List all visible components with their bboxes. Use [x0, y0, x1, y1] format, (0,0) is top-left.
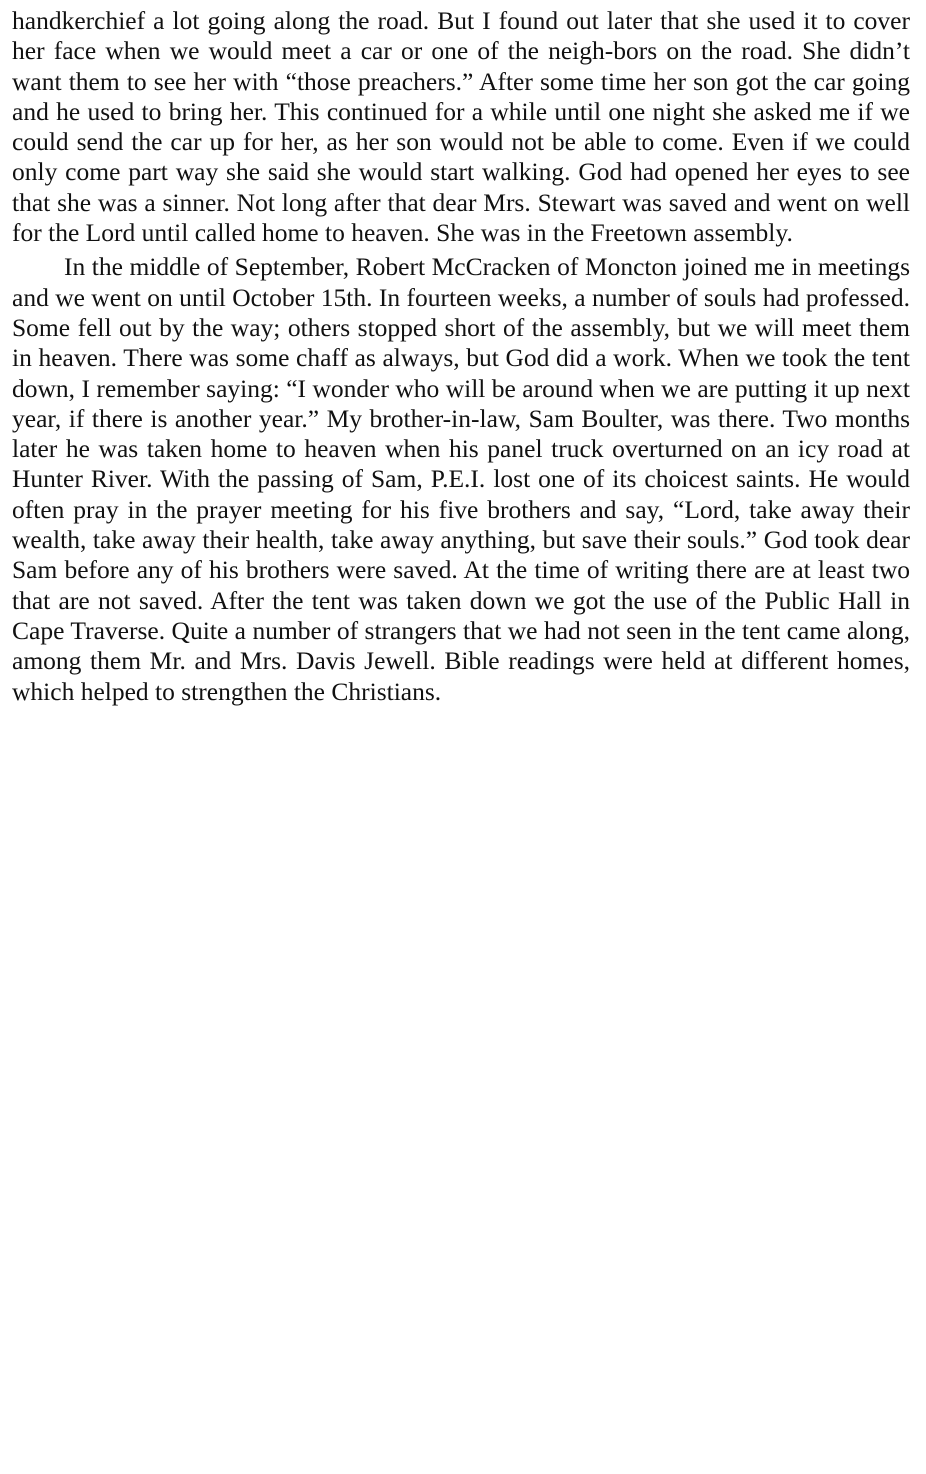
- paragraph-september-meetings: In the middle of September, Robert McCracken of Moncton joined me in meetings and we went on until October 15th. In fourteen weeks, a number of souls had professed. Some fell out by the way; others stopped short of the assembly, but we will meet them in heaven. There was some chaff as always, but God did a work. When we took the tent down, I remember saying: “I wonder who will be around when we are putting it up next year, if there is another year.” My brother-in-law, Sam Boulter, was there. Two months later he was taken home to heaven when his panel truck overturned on an icy road at Hunter River. With the passing of Sam, P.E.I. lost one of its choicest saints. He would often pray in the prayer meeting for his five brothers and say, “Lord, take away their wealth, take away their health, take away anything, but save their souls.” God took dear Sam before any of his brothers were saved. At the time of writing there are at least two that are not saved. After the tent was taken down we got the use of the Public Hall in Cape Traverse. Quite a number of strangers that we had not seen in the tent came along, among them Mr. and Mrs. Davis Jewell. Bible readings were held at different homes, which helped to strengthen the Christians.: [12, 252, 910, 706]
- paragraph-continued: handkerchief a lot going along the road. But I found out later that she used it to cover her face when we would meet a car or one of the neigh-bors on the road. She didn’t want them to see her with “those preachers.” After some time her son got the car going and he used to bring her. This continued for a while until one night she asked me if we could send the car up for her, as her son would not be able to come. Even if we could only come part way she said she would start walking. God had opened her eyes to see that she was a sinner. Not long after that dear Mrs. Stewart was saved and went on well for the Lord until called home to heaven. She was in the Freetown assembly.: [12, 6, 910, 248]
- document-page: [12, 6, 910, 707]
